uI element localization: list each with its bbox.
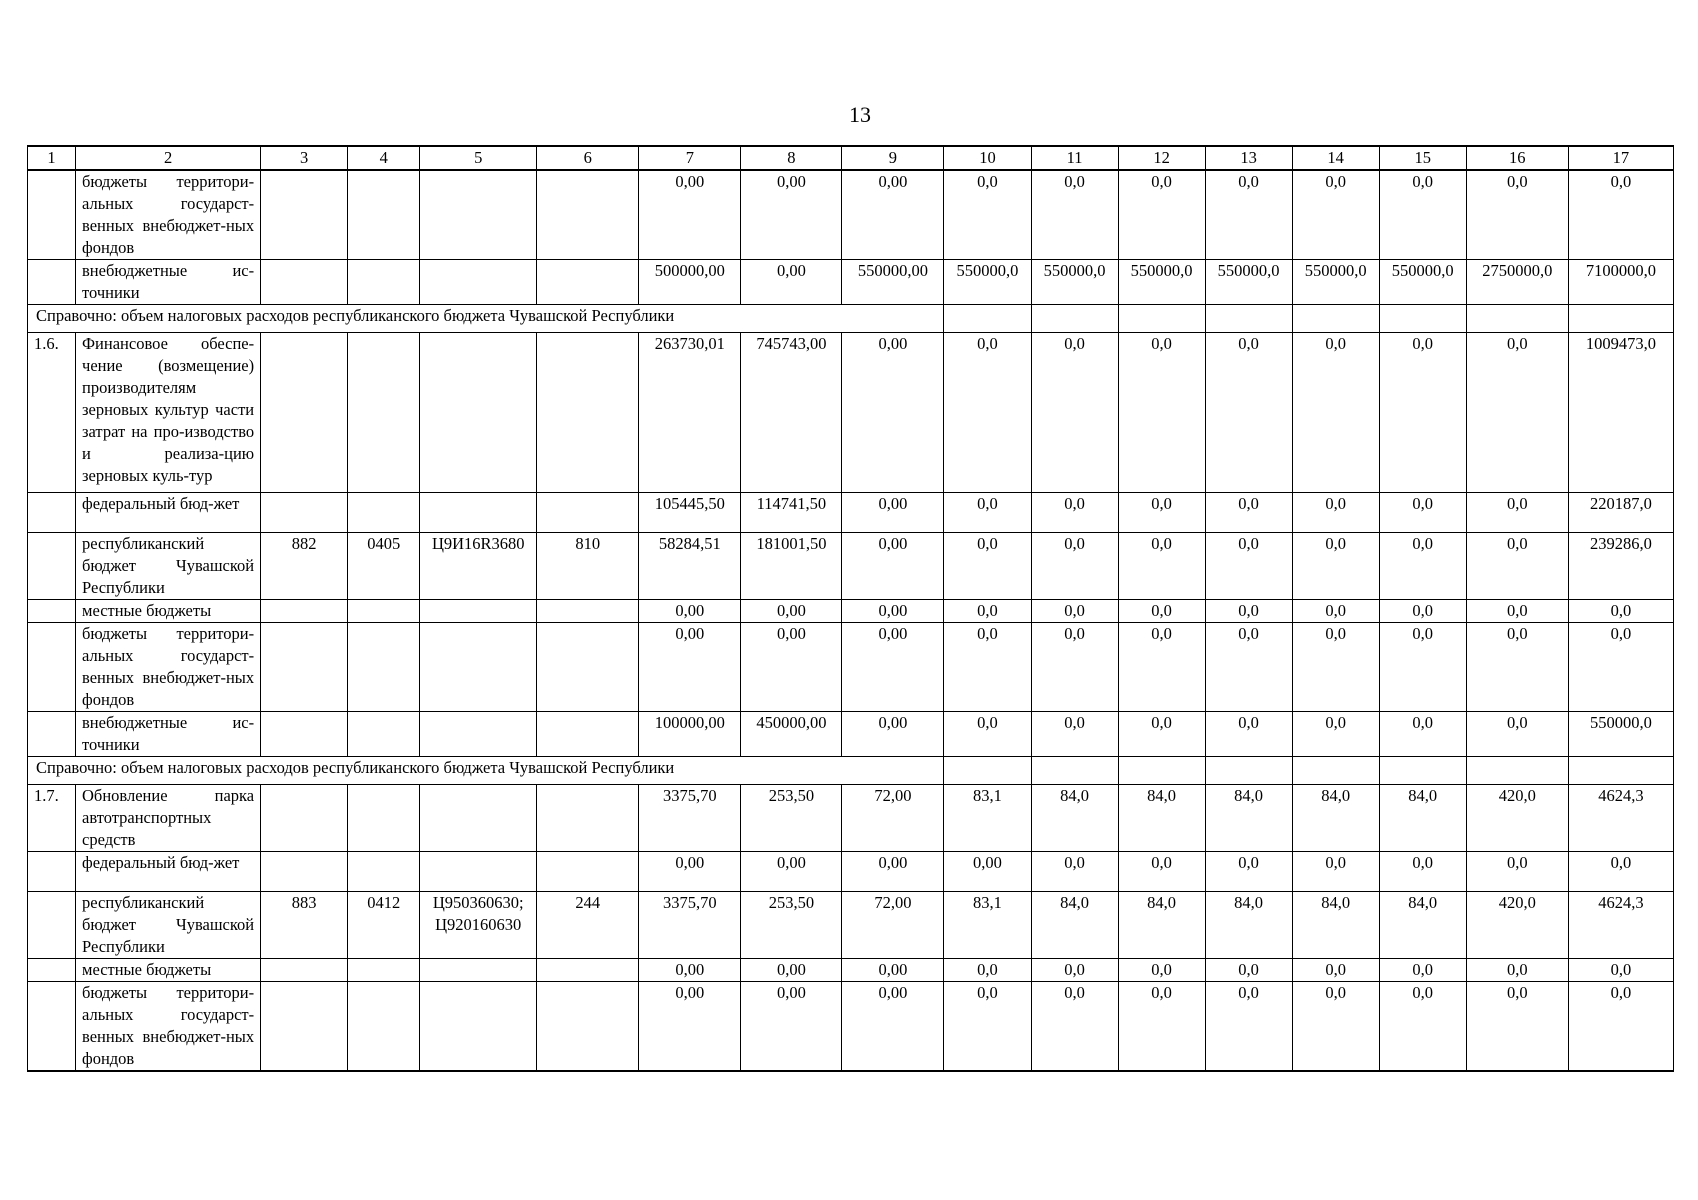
table-cell	[1292, 305, 1379, 333]
table-cell: 0,0	[944, 170, 1031, 260]
table-cell: 114741,50	[741, 493, 842, 533]
reference-note: Справочно: объем налоговых расходов республиканского бюджета Чувашской Республики	[28, 757, 944, 785]
column-header: 5	[420, 146, 537, 170]
table-cell: 0,0	[1205, 333, 1292, 493]
table-cell	[348, 260, 420, 305]
column-header: 7	[639, 146, 741, 170]
table-cell: 0,0	[1205, 170, 1292, 260]
reference-row	[28, 757, 1674, 785]
table-cell: 84,0	[1118, 785, 1205, 852]
table-cell: 0,00	[639, 600, 741, 623]
table-cell: 0,0	[1292, 959, 1379, 982]
table-cell: 550000,0	[1118, 260, 1205, 305]
table-cell: 0,0	[1118, 170, 1205, 260]
row-index	[28, 982, 76, 1072]
table-cell	[420, 959, 537, 982]
table-cell: 0,0	[1379, 333, 1466, 493]
table-cell: 0,0	[1379, 712, 1466, 757]
table-cell: 0,0	[1568, 982, 1673, 1072]
row-index	[28, 170, 76, 260]
table-cell: 58284,51	[639, 533, 741, 600]
table-cell	[348, 493, 420, 533]
table-cell: 0,0	[1118, 712, 1205, 757]
table-cell: 100000,00	[639, 712, 741, 757]
table-cell	[537, 600, 639, 623]
table-cell: 84,0	[1205, 892, 1292, 959]
table-cell: 0,0	[1292, 712, 1379, 757]
table-cell: Ц950360630; Ц920160630	[420, 892, 537, 959]
table-cell: 0,0	[1379, 959, 1466, 982]
table-cell: 0,0	[1292, 333, 1379, 493]
row-index	[28, 623, 76, 712]
table-cell: 72,00	[842, 892, 944, 959]
row-index	[28, 959, 76, 982]
table-cell: 2750000,0	[1466, 260, 1568, 305]
table-cell: 0,0	[1292, 982, 1379, 1072]
table-cell: 0,0	[944, 982, 1031, 1072]
table-cell: 550000,0	[1379, 260, 1466, 305]
table-cell: Ц9И16R3680	[420, 533, 537, 600]
table-cell: 0,0	[944, 959, 1031, 982]
table-row	[28, 170, 1674, 260]
table-cell: 0,0	[1031, 712, 1118, 757]
page-number: 13	[849, 102, 871, 127]
column-header: 8	[741, 146, 842, 170]
table-cell: 0,0	[1466, 623, 1568, 712]
table-cell: 0,0	[1379, 493, 1466, 533]
table-cell: 450000,00	[741, 712, 842, 757]
table-cell: 0,0	[1118, 982, 1205, 1072]
table-cell: 882	[261, 533, 348, 600]
table-cell: 84,0	[1379, 892, 1466, 959]
table-cell: 0,0	[1118, 493, 1205, 533]
table-cell	[537, 623, 639, 712]
table-cell: 0,0	[1466, 982, 1568, 1072]
table-cell: 253,50	[741, 785, 842, 852]
table-cell	[261, 493, 348, 533]
table-cell: 0,0	[1118, 623, 1205, 712]
row-index	[28, 260, 76, 305]
table-cell: 0,00	[842, 170, 944, 260]
table-cell: 550000,00	[842, 260, 944, 305]
table-cell: 84,0	[1118, 892, 1205, 959]
table-cell: 83,1	[944, 785, 1031, 852]
table-cell: 0,0	[1118, 333, 1205, 493]
table-cell: 0,0	[1031, 959, 1118, 982]
table-cell: 0,0	[1466, 493, 1568, 533]
table-cell	[1118, 757, 1205, 785]
table-cell	[944, 757, 1031, 785]
column-header: 4	[348, 146, 420, 170]
table-cell: 420,0	[1466, 892, 1568, 959]
table-cell: 0,0	[1379, 533, 1466, 600]
table-cell: 0,0	[944, 533, 1031, 600]
table-cell	[1568, 757, 1673, 785]
budget-table	[27, 145, 1674, 1072]
table-cell	[420, 333, 537, 493]
table-cell: 0,0	[1466, 333, 1568, 493]
table-cell: 0,0	[1205, 493, 1292, 533]
reference-note: Справочно: объем налоговых расходов республиканского бюджета Чувашской Республики	[28, 305, 944, 333]
table-cell: 0,00	[842, 493, 944, 533]
table-cell: 0,0	[1379, 852, 1466, 892]
table-cell: 83,1	[944, 892, 1031, 959]
table-row	[28, 333, 1674, 493]
reference-row	[28, 305, 1674, 333]
table-cell: 0,0	[944, 493, 1031, 533]
table-cell: 84,0	[1292, 785, 1379, 852]
column-header: 6	[537, 146, 639, 170]
column-header: 12	[1118, 146, 1205, 170]
table-cell: 3375,70	[639, 892, 741, 959]
table-row	[28, 852, 1674, 892]
table-cell: 0,0	[1205, 623, 1292, 712]
table-cell	[348, 852, 420, 892]
table-cell: 0412	[348, 892, 420, 959]
table-cell	[261, 333, 348, 493]
table-cell	[261, 959, 348, 982]
table-cell: 0,0	[1568, 170, 1673, 260]
row-description: республиканский бюджет Чувашской Республики	[76, 892, 261, 959]
table-cell: 0,0	[1568, 600, 1673, 623]
table-cell: 105445,50	[639, 493, 741, 533]
column-header: 13	[1205, 146, 1292, 170]
row-description: бюджеты территори-альных государст-венных внебюджет-ных фондов	[76, 623, 261, 712]
table-cell: 0,0	[1292, 852, 1379, 892]
table-cell: 0405	[348, 533, 420, 600]
table-cell	[261, 982, 348, 1072]
table-cell	[537, 982, 639, 1072]
column-header: 1	[28, 146, 76, 170]
row-description: местные бюджеты	[76, 600, 261, 623]
table-cell: 0,0	[944, 712, 1031, 757]
table-cell	[1205, 757, 1292, 785]
table-cell	[348, 982, 420, 1072]
table-cell	[1379, 757, 1466, 785]
table-cell	[261, 260, 348, 305]
table-cell: 84,0	[1031, 785, 1118, 852]
table-cell: 0,0	[1292, 600, 1379, 623]
table-cell	[537, 333, 639, 493]
table-cell: 0,00	[741, 959, 842, 982]
table-cell: 0,00	[741, 623, 842, 712]
table-cell: 4624,3	[1568, 785, 1673, 852]
row-description: федеральный бюд-жет	[76, 852, 261, 892]
table-cell: 0,00	[842, 959, 944, 982]
row-description: республиканский бюджет Чувашской Республики	[76, 533, 261, 600]
row-index	[28, 533, 76, 600]
table-cell: 244	[537, 892, 639, 959]
table-cell: 0,00	[639, 852, 741, 892]
row-description: федеральный бюд-жет	[76, 493, 261, 533]
table-cell	[944, 305, 1031, 333]
table-cell	[420, 623, 537, 712]
table-cell: 0,0	[1568, 959, 1673, 982]
table-row	[28, 260, 1674, 305]
row-index	[28, 600, 76, 623]
table-cell: 181001,50	[741, 533, 842, 600]
table-cell: 0,0	[1205, 982, 1292, 1072]
column-header: 10	[944, 146, 1031, 170]
column-header: 9	[842, 146, 944, 170]
table-cell	[420, 170, 537, 260]
row-description: внебюджетные ис-точники	[76, 712, 261, 757]
table-cell: 0,00	[842, 333, 944, 493]
table-cell: 220187,0	[1568, 493, 1673, 533]
table-cell: 0,0	[1118, 959, 1205, 982]
table-row	[28, 982, 1674, 1072]
table-cell: 0,0	[1466, 959, 1568, 982]
table-cell	[348, 600, 420, 623]
table-cell: 810	[537, 533, 639, 600]
table-cell: 0,00	[741, 852, 842, 892]
table-cell	[537, 170, 639, 260]
table-cell	[537, 712, 639, 757]
table-cell	[537, 852, 639, 892]
table-cell: 745743,00	[741, 333, 842, 493]
table-cell	[537, 260, 639, 305]
table-cell: 0,0	[1292, 493, 1379, 533]
table-cell: 0,0	[1205, 712, 1292, 757]
table-cell	[420, 712, 537, 757]
table-cell	[537, 785, 639, 852]
column-header: 3	[261, 146, 348, 170]
table-row	[28, 493, 1674, 533]
table-cell: 72,00	[842, 785, 944, 852]
row-index	[28, 712, 76, 757]
table-cell: 0,00	[639, 982, 741, 1072]
table-cell: 0,0	[1568, 623, 1673, 712]
table-cell	[420, 852, 537, 892]
table-cell	[1118, 305, 1205, 333]
table-cell: 0,0	[1466, 170, 1568, 260]
table-cell: 0,0	[1466, 712, 1568, 757]
table-cell: 883	[261, 892, 348, 959]
column-header: 17	[1568, 146, 1673, 170]
table-cell: 0,00	[842, 712, 944, 757]
table-cell	[261, 712, 348, 757]
table-cell: 0,00	[842, 533, 944, 600]
table-cell	[261, 852, 348, 892]
table-cell	[1379, 305, 1466, 333]
table-cell	[261, 623, 348, 712]
table-cell: 0,0	[944, 623, 1031, 712]
table-cell: 253,50	[741, 892, 842, 959]
table-cell: 0,0	[944, 600, 1031, 623]
table-cell: 0,0	[1379, 170, 1466, 260]
table-cell: 84,0	[1205, 785, 1292, 852]
table-cell: 500000,00	[639, 260, 741, 305]
row-description: местные бюджеты	[76, 959, 261, 982]
table-cell: 84,0	[1031, 892, 1118, 959]
table-cell	[348, 959, 420, 982]
table-cell: 0,0	[1118, 852, 1205, 892]
table-row	[28, 892, 1674, 959]
table-cell: 0,0	[1118, 533, 1205, 600]
table-cell: 0,0	[1031, 600, 1118, 623]
table-cell: 550000,0	[1031, 260, 1118, 305]
table-cell: 0,00	[639, 170, 741, 260]
table-cell: 0,0	[1292, 623, 1379, 712]
column-header: 11	[1031, 146, 1118, 170]
table-cell	[1205, 305, 1292, 333]
table-cell	[420, 493, 537, 533]
table-row	[28, 600, 1674, 623]
table-cell	[1466, 757, 1568, 785]
table-cell	[348, 785, 420, 852]
row-index	[28, 493, 76, 533]
table-cell: 0,00	[842, 600, 944, 623]
table-cell: 550000,0	[944, 260, 1031, 305]
table-cell: 0,0	[1205, 533, 1292, 600]
table-cell: 0,0	[1031, 170, 1118, 260]
table-cell: 0,0	[1031, 333, 1118, 493]
table-cell: 0,0	[1379, 982, 1466, 1072]
table-cell	[261, 600, 348, 623]
table-cell: 0,0	[1205, 959, 1292, 982]
table-cell	[420, 785, 537, 852]
table-cell	[1031, 305, 1118, 333]
table-cell: 0,00	[741, 260, 842, 305]
table-cell	[348, 623, 420, 712]
table-cell: 0,0	[1205, 852, 1292, 892]
table-row	[28, 959, 1674, 982]
table-cell: 0,0	[1466, 533, 1568, 600]
row-description: Обновление парка автотранспортных средств	[76, 785, 261, 852]
row-index: 1.6.	[28, 333, 76, 493]
table-cell: 4624,3	[1568, 892, 1673, 959]
column-header: 2	[76, 146, 261, 170]
column-header: 16	[1466, 146, 1568, 170]
table-cell: 84,0	[1292, 892, 1379, 959]
row-index	[28, 852, 76, 892]
table-cell: 0,0	[1031, 852, 1118, 892]
row-description: внебюджетные ис-точники	[76, 260, 261, 305]
table-cell: 7100000,0	[1568, 260, 1673, 305]
table-cell	[1031, 757, 1118, 785]
table-row	[28, 785, 1674, 852]
table-cell: 0,0	[1031, 493, 1118, 533]
table-cell: 420,0	[1466, 785, 1568, 852]
table-cell: 550000,0	[1568, 712, 1673, 757]
table-cell: 3375,70	[639, 785, 741, 852]
table-cell: 0,0	[1568, 852, 1673, 892]
table-cell: 0,00	[741, 982, 842, 1072]
table-cell: 0,00	[842, 623, 944, 712]
row-description: бюджеты территори-альных государст-венных внебюджет-ных фондов	[76, 982, 261, 1072]
table-cell: 0,0	[1466, 852, 1568, 892]
row-index	[28, 892, 76, 959]
table-cell: 0,0	[1205, 600, 1292, 623]
table-cell: 550000,0	[1292, 260, 1379, 305]
row-index: 1.7.	[28, 785, 76, 852]
table-cell	[420, 600, 537, 623]
table-row	[28, 712, 1674, 757]
column-header: 14	[1292, 146, 1379, 170]
table-row	[28, 533, 1674, 600]
table-cell	[537, 493, 639, 533]
table-cell: 0,0	[1031, 982, 1118, 1072]
table-cell: 0,0	[1031, 623, 1118, 712]
table-cell: 0,00	[842, 852, 944, 892]
table-cell	[537, 959, 639, 982]
table-row	[28, 623, 1674, 712]
table-cell: 1009473,0	[1568, 333, 1673, 493]
table-cell: 263730,01	[639, 333, 741, 493]
table-cell: 0,00	[639, 623, 741, 712]
table-cell	[1292, 757, 1379, 785]
table-cell	[348, 170, 420, 260]
table-cell	[261, 785, 348, 852]
table-cell: 0,00	[741, 170, 842, 260]
table-cell	[420, 982, 537, 1072]
table-cell: 0,0	[1379, 600, 1466, 623]
table-cell	[348, 333, 420, 493]
table-cell: 550000,0	[1205, 260, 1292, 305]
column-header: 15	[1379, 146, 1466, 170]
table-cell	[1568, 305, 1673, 333]
table-cell: 239286,0	[1568, 533, 1673, 600]
table-cell: 0,0	[1118, 600, 1205, 623]
table-cell: 0,00	[741, 600, 842, 623]
table-cell	[261, 170, 348, 260]
table-cell	[348, 712, 420, 757]
table-cell: 0,00	[639, 959, 741, 982]
table-cell: 84,0	[1379, 785, 1466, 852]
table-cell: 0,0	[1292, 170, 1379, 260]
table-cell: 0,0	[1466, 600, 1568, 623]
row-description: Финансовое обеспе-чение (возмещение) производителям зерновых культур части затрат на про-изводство и реализа-цию зерновых куль-тур	[76, 333, 261, 493]
table-cell: 0,0	[1292, 533, 1379, 600]
table-cell: 0,0	[1031, 533, 1118, 600]
table-cell: 0,0	[1379, 623, 1466, 712]
table-cell: 0,00	[842, 982, 944, 1072]
table-cell: 0,0	[944, 333, 1031, 493]
row-description: бюджеты территори-альных государст-венных внебюджет-ных фондов	[76, 170, 261, 260]
table-cell	[420, 260, 537, 305]
table-cell	[1466, 305, 1568, 333]
table-body	[28, 170, 1674, 1071]
table-cell: 0,00	[944, 852, 1031, 892]
column-header-row	[28, 146, 1674, 170]
